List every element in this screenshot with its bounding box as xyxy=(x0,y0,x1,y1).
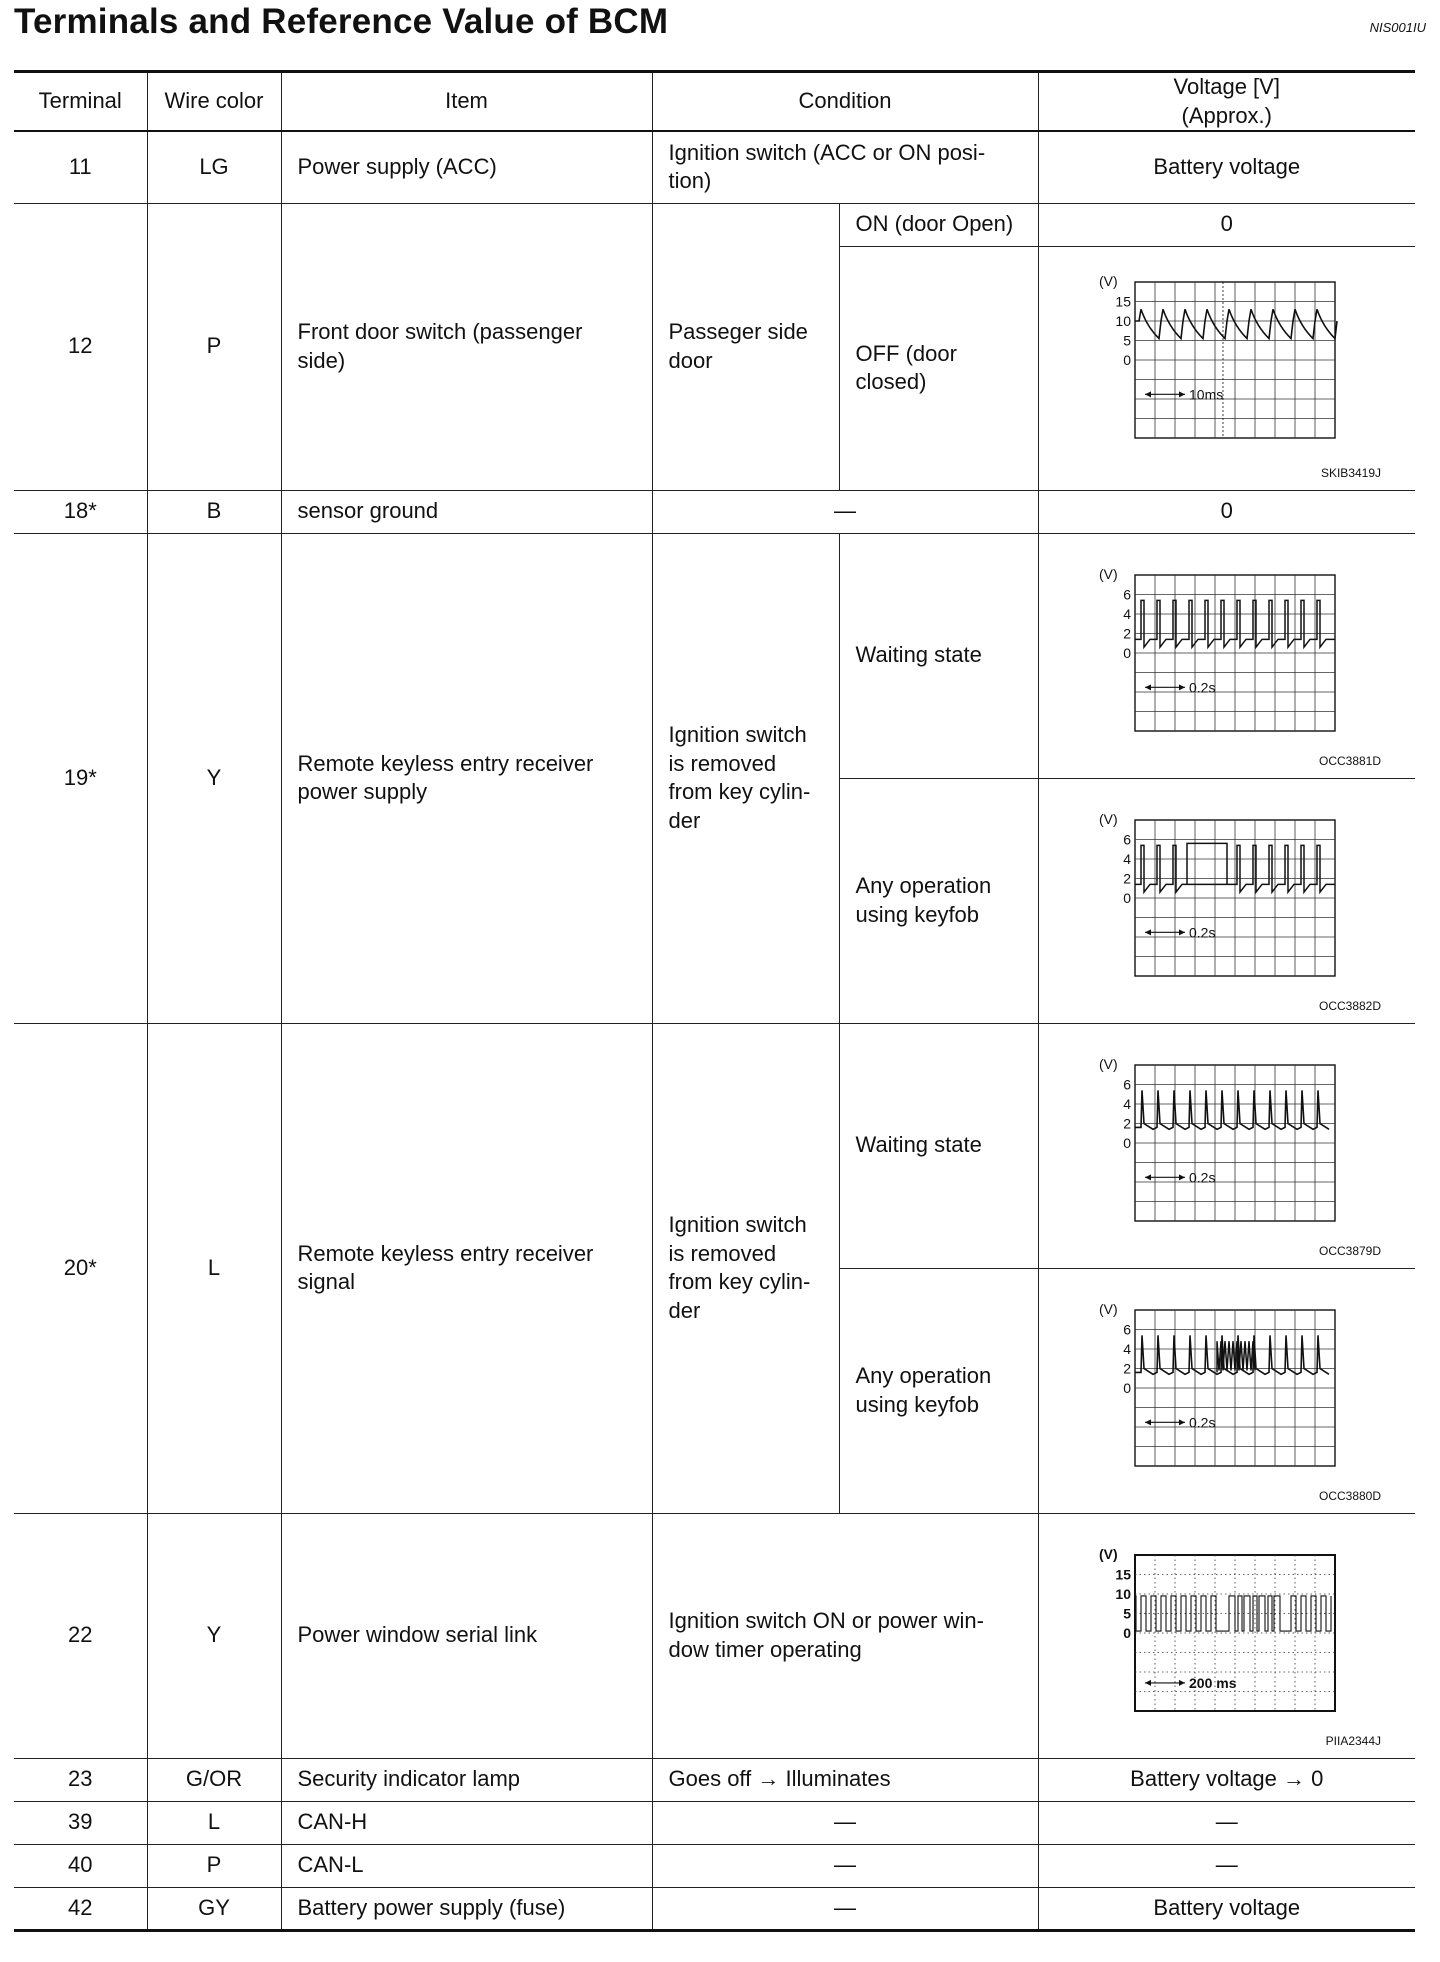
y-tick-label: 4 xyxy=(1122,850,1131,867)
item-cell: CAN-H xyxy=(281,1801,652,1844)
figure-code: OCC3881D xyxy=(1318,754,1382,769)
y-tick-label: 4 xyxy=(1122,1340,1131,1357)
table-row xyxy=(14,1801,1415,1844)
waveform-trace xyxy=(1135,309,1337,338)
wire-color-cell: GY xyxy=(147,1887,281,1930)
y-axis-unit: (V) xyxy=(1098,1300,1118,1317)
condition-cell: Passeger side door xyxy=(652,203,839,490)
table-row xyxy=(14,1758,1415,1801)
y-tick-label: 4 xyxy=(1122,605,1131,622)
waveform-cell xyxy=(1038,246,1415,490)
condition-cell: Goes off → Illuminates xyxy=(652,1758,1038,1801)
sub-condition-cell: Any operation using keyfob xyxy=(839,1268,1038,1513)
item-cell: Front door switch (passenger side) xyxy=(281,203,652,490)
y-tick-label: 6 xyxy=(1122,1321,1131,1338)
wire-color-cell: G/OR xyxy=(147,1758,281,1801)
condition-cell: — xyxy=(652,1844,1038,1887)
table-row xyxy=(14,1844,1415,1887)
table-row xyxy=(14,203,1415,246)
y-tick-label: 4 xyxy=(1122,1095,1131,1112)
waveform-receiver-power-waiting xyxy=(1097,561,1357,751)
y-tick-label: 10 xyxy=(1115,1585,1131,1602)
waveform-cell xyxy=(1038,533,1415,778)
waveform-receiver-signal-operation xyxy=(1097,1296,1357,1486)
y-tick-label: 15 xyxy=(1115,293,1131,310)
condition-cell: Ignition switch ON or power win-dow timer operating xyxy=(652,1513,1038,1758)
waveform-cell xyxy=(1038,1513,1415,1758)
header-item: Item xyxy=(281,72,652,132)
terminal-cell: 40 xyxy=(14,1844,147,1887)
y-tick-label: 0 xyxy=(1122,1379,1131,1396)
y-axis-unit: (V) xyxy=(1098,565,1118,582)
terminal-cell: 39 xyxy=(14,1801,147,1844)
table-row xyxy=(14,533,1415,778)
table-row xyxy=(14,1887,1415,1930)
document-id: NIS001IU xyxy=(1369,20,1426,35)
y-axis-unit: (V) xyxy=(1098,1545,1118,1562)
wire-color-cell: P xyxy=(147,1844,281,1887)
condition-cell: — xyxy=(652,1887,1038,1930)
time-division-label: 0.2s xyxy=(1188,1169,1216,1186)
y-tick-label: 2 xyxy=(1122,870,1131,887)
waveform-cell xyxy=(1038,1023,1415,1268)
wire-color-cell: L xyxy=(147,1801,281,1844)
waveform-serial-link xyxy=(1097,1541,1357,1731)
terminal-cell: 12 xyxy=(14,203,147,490)
figure-code: PIIA2344J xyxy=(1325,1734,1382,1749)
item-cell: Power window serial link xyxy=(281,1513,652,1758)
time-division-label: 0.2s xyxy=(1188,924,1216,941)
voltage-cell: — xyxy=(1038,1844,1415,1887)
time-division-label: 200 ms xyxy=(1188,1674,1237,1691)
waveform-door-switch xyxy=(1097,268,1357,468)
time-division-label: 0.2s xyxy=(1188,679,1216,696)
time-division-label: 10ms xyxy=(1188,386,1223,403)
condition-cell: Ignition switch (ACC or ON posi-tion) xyxy=(652,131,1038,203)
y-tick-label: 0 xyxy=(1122,889,1131,906)
figure-code: SKIB3419J xyxy=(1320,466,1382,481)
figure-code: OCC3879D xyxy=(1318,1244,1382,1259)
y-axis-unit: (V) xyxy=(1098,810,1118,827)
y-tick-label: 2 xyxy=(1122,1360,1131,1377)
header-voltage: Voltage [V] (Approx.) xyxy=(1038,72,1415,132)
y-tick-label: 6 xyxy=(1122,1076,1131,1093)
table-row xyxy=(14,490,1415,533)
terminal-cell: 18* xyxy=(14,490,147,533)
item-cell: sensor ground xyxy=(281,490,652,533)
y-tick-label: 15 xyxy=(1115,1566,1131,1583)
figure-code: OCC3880D xyxy=(1318,1489,1382,1504)
y-tick-label: 0 xyxy=(1122,1134,1131,1151)
header-condition: Condition xyxy=(652,72,1038,132)
item-cell: CAN-L xyxy=(281,1844,652,1887)
voltage-cell: Battery voltage xyxy=(1038,131,1415,203)
y-tick-label: 5 xyxy=(1122,1605,1131,1622)
waveform-receiver-signal-waiting xyxy=(1097,1051,1357,1241)
item-cell: Remote keyless entry receiver signal xyxy=(281,1023,652,1513)
sub-condition-cell: Waiting state xyxy=(839,533,1038,778)
sub-condition-cell: Waiting state xyxy=(839,1023,1038,1268)
terminal-cell: 22 xyxy=(14,1513,147,1758)
y-tick-label: 6 xyxy=(1122,586,1131,603)
voltage-cell: Battery voltage xyxy=(1038,1887,1415,1930)
wire-color-cell: P xyxy=(147,203,281,490)
figure-code: OCC3882D xyxy=(1318,999,1382,1014)
wire-color-cell: Y xyxy=(147,1513,281,1758)
terminal-cell: 11 xyxy=(14,131,147,203)
condition-cell: Ignition switch is removed from key cylin-der xyxy=(652,1023,839,1513)
table-row xyxy=(14,1023,1415,1268)
condition-cell: — xyxy=(652,490,1038,533)
y-tick-label: 5 xyxy=(1122,332,1131,349)
table-row xyxy=(14,1513,1415,1758)
header-wire-color: Wire color xyxy=(147,72,281,132)
sub-condition-cell: Any operation using keyfob xyxy=(839,778,1038,1023)
terminal-reference-table xyxy=(14,70,1415,1932)
item-cell: Security indicator lamp xyxy=(281,1758,652,1801)
wire-color-cell: B xyxy=(147,490,281,533)
table-row xyxy=(14,131,1415,203)
terminal-cell: 23 xyxy=(14,1758,147,1801)
condition-cell: Ignition switch is removed from key cylin-der xyxy=(652,533,839,1023)
wire-color-cell: Y xyxy=(147,533,281,1023)
y-tick-label: 10 xyxy=(1115,313,1131,330)
wire-color-cell: L xyxy=(147,1023,281,1513)
y-axis-unit: (V) xyxy=(1098,1055,1118,1072)
voltage-cell: — xyxy=(1038,1801,1415,1844)
header-terminal: Terminal xyxy=(14,72,147,132)
sub-condition-cell: OFF (door closed) xyxy=(839,246,1038,490)
voltage-cell: 0 xyxy=(1038,203,1415,246)
time-division-label: 0.2s xyxy=(1188,1414,1216,1431)
y-tick-label: 0 xyxy=(1122,1624,1131,1641)
waveform-cell xyxy=(1038,1268,1415,1513)
terminal-cell: 20* xyxy=(14,1023,147,1513)
y-tick-label: 6 xyxy=(1122,831,1131,848)
y-axis-unit: (V) xyxy=(1098,273,1118,290)
wire-color-cell: LG xyxy=(147,131,281,203)
y-tick-label: 0 xyxy=(1122,644,1131,661)
terminal-cell: 19* xyxy=(14,533,147,1023)
item-cell: Battery power supply (fuse) xyxy=(281,1887,652,1930)
y-tick-label: 2 xyxy=(1122,625,1131,642)
terminal-cell: 42 xyxy=(14,1887,147,1930)
voltage-cell: 0 xyxy=(1038,490,1415,533)
condition-cell: — xyxy=(652,1801,1038,1844)
item-cell: Remote keyless entry receiver power supply xyxy=(281,533,652,1023)
voltage-cell: Battery voltage → 0 xyxy=(1038,1758,1415,1801)
sub-condition-cell: ON (door Open) xyxy=(839,203,1038,246)
item-cell: Power supply (ACC) xyxy=(281,131,652,203)
waveform-cell xyxy=(1038,778,1415,1023)
waveform-receiver-power-operation xyxy=(1097,806,1357,996)
y-tick-label: 2 xyxy=(1122,1115,1131,1132)
page-title: Terminals and Reference Value of BCM xyxy=(14,2,669,41)
y-tick-label: 0 xyxy=(1122,352,1131,369)
